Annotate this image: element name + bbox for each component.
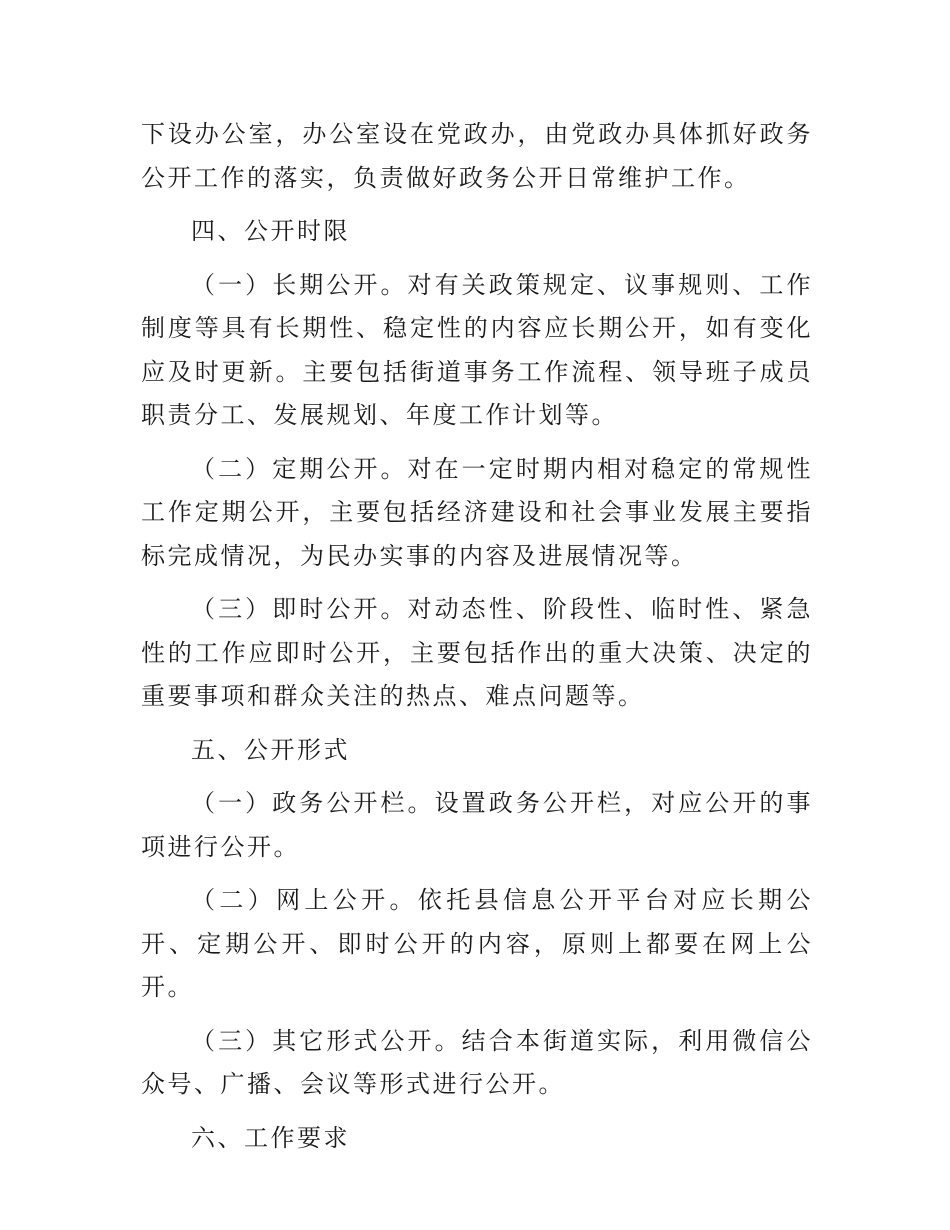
- section-heading-disclosure-forms: 五、公开形式: [191, 735, 350, 764]
- paragraph-periodic-disclosure: （二）定期公开。对在一定时期内相对稳定的常规性工作定期公开，主要包括经济建设和社会事业发展主要指标完成情况，为民办实事的内容及进展情况等。: [141, 454, 813, 570]
- paragraph-immediate-disclosure: （三）即时公开。对动态性、阶段性、临时性、紧急性的工作应即时公开，主要包括作出的重大决策、决定的重要事项和群众关注的热点、难点问题等。: [141, 595, 813, 710]
- paragraph-long-term-disclosure: （一）长期公开。对有关政策规定、议事规则、工作制度等具有长期性、稳定性的内容应长期公开，如有变化应及时更新。主要包括街道事务工作流程、领导班子成员职责分工、发展规划、年度工作计划等。: [141, 270, 813, 429]
- paragraph-other-forms: （三）其它形式公开。结合本街道实际，利用微信公众号、广播、会议等形式进行公开。: [141, 1026, 813, 1098]
- section-heading-work-requirements: 六、工作要求: [191, 1123, 350, 1152]
- paragraph-online-disclosure: （二）网上公开。依托县信息公开平台对应长期公开、定期公开、即时公开的内容，原则上都要在网上公开。: [141, 886, 813, 1001]
- section-heading-disclosure-time-limit: 四、公开时限: [191, 217, 350, 245]
- paragraph-bulletin-board: （一）政务公开栏。设置政务公开栏，对应公开的事项进行公开。: [141, 789, 813, 861]
- document-body: [141, 113, 813, 1160]
- paragraph-continuation: 下设办公室，办公室设在党政办，由党政办具体抓好政务公开工作的落实，负责做好政务公开日常维护工作。: [141, 120, 813, 192]
